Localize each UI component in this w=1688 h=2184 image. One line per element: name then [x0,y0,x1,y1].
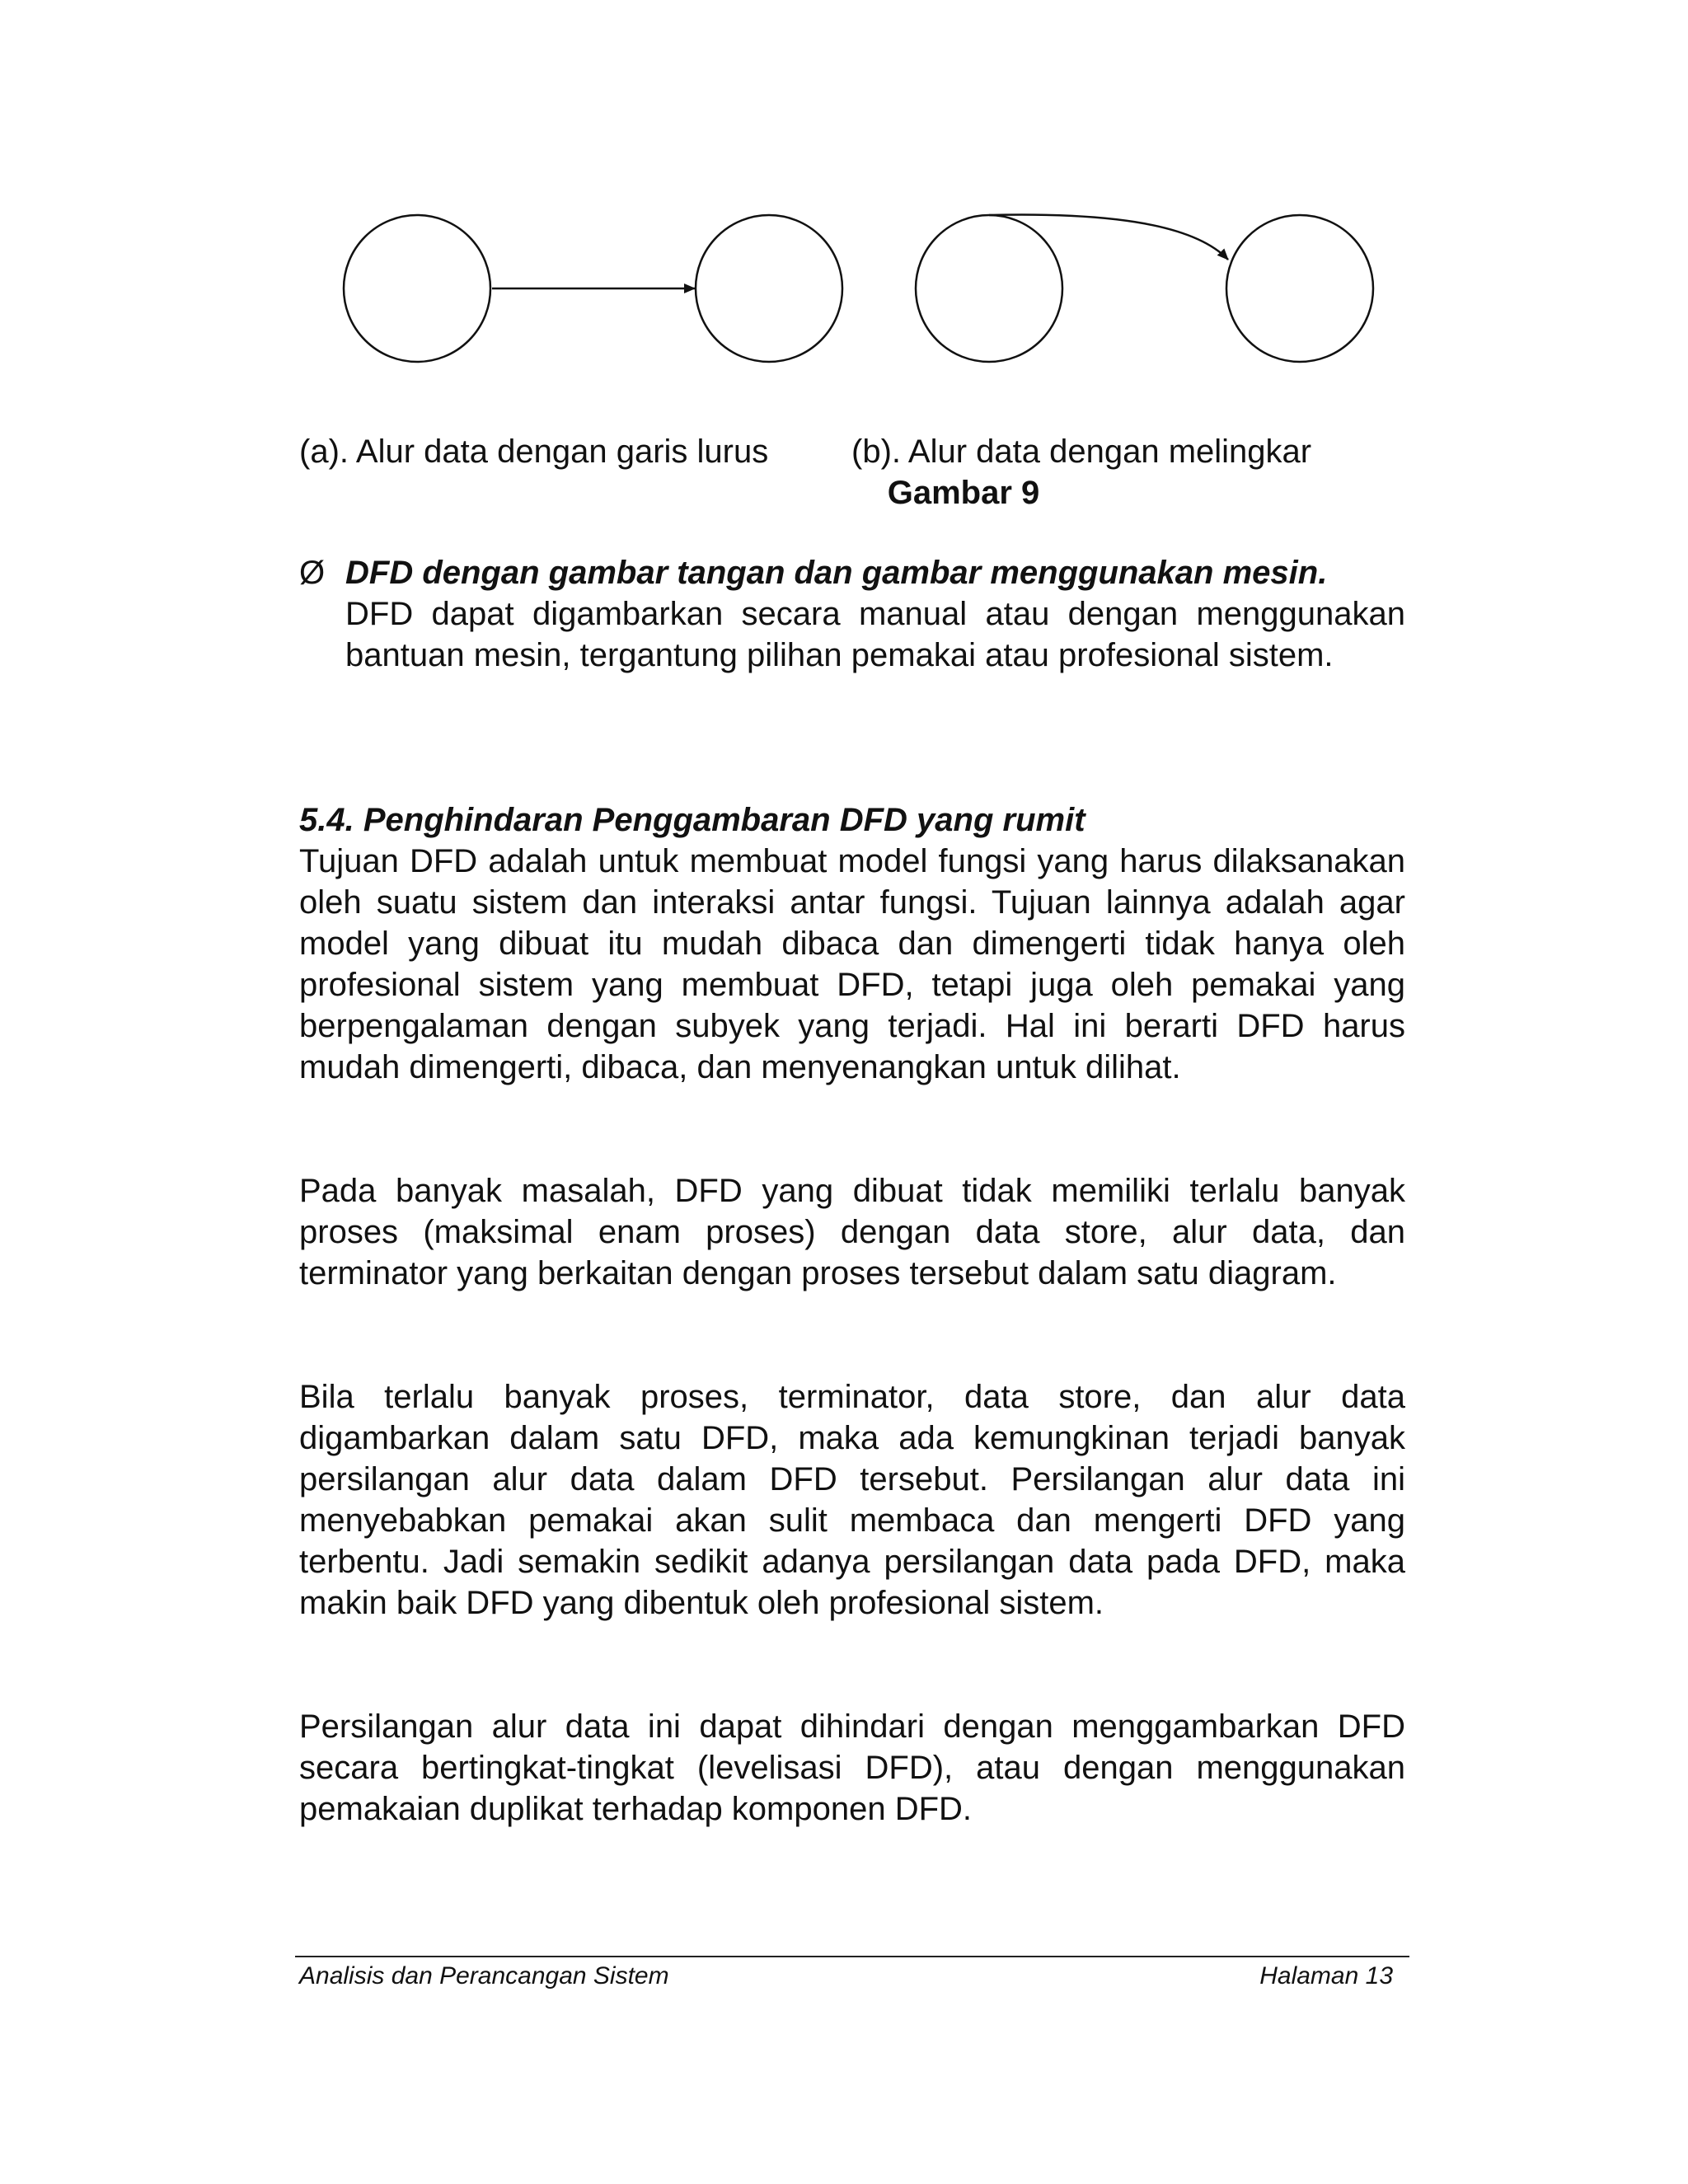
caption-b: (b). Alur data dengan melingkar [851,434,1312,470]
paragraph: Tujuan DFD adalah untuk membuat model fungsi yang harus dilaksanakan oleh suatu sistem dan interaksi antar fungsi. Tujuan lainnya adalah agar model yang dibuat itu mudah dibaca dan dimengerti tidak hanya oleh profesional sistem yang membuat DFD, tetapi juga oleh pemakai yang berpengalaman dengan subyek yang terjadi. Hal ini berarti DFD harus mudah dimengerti, dibaca, dan menyenangkan untuk dilihat. [299,843,1405,1085]
curved-data-flow-arrow [989,215,1228,260]
diagram-b-curved-flow [916,215,1373,362]
footer-document-title: Analisis dan Perancangan Sistem [299,1962,669,1990]
paragraph: Persilangan alur data ini dapat dihindari dengan menggambarkan DFD secara bertingkat-tingkat (levelisasi DFD), atau dengan menggunakan pemakaian duplikat terhadap komponen DFD. [299,1708,1405,1827]
bullet-title: DFD dengan gambar tangan dan gambar menggunakan mesin. [345,555,1328,591]
bullet-content [345,552,1405,676]
paragraph: Pada banyak masalah, DFD yang dibuat tidak memiliki terlalu banyak proses (maksimal enam proses) dengan data store, alur data, dan terminator yang berkaitan dengan proses tersebut dalam satu diagram. [299,1173,1405,1291]
figure-title: Gambar 9 [887,475,1040,511]
diagram-a-straight-flow [344,215,842,362]
process-circle-a1 [344,215,490,362]
footer-divider [295,1956,1409,1957]
footer-page-number: Halaman 13 [1259,1962,1393,1990]
figure-9-diagram [0,0,1688,429]
process-circle-b2 [1226,215,1373,362]
bullet-symbol: Ø [299,555,326,591]
process-circle-b1 [916,215,1062,362]
caption-a: (a). Alur data dengan garis lurus [299,434,769,470]
bullet-body: DFD dapat digambarkan secara manual atau dengan menggunakan bantuan mesin, tergantung pilihan pemakai atau profesional sistem. [345,596,1405,673]
section-heading: 5.4. Penghindaran Penggambaran DFD yang rumit [299,802,1085,838]
paragraph: Bila terlalu banyak proses, terminator, data store, dan alur data digambarkan dalam satu DFD, maka ada kemungkinan terjadi banyak persilangan alur data dalam DFD tersebut. Persilangan alur data ini menyebabkan pemakai akan sulit membaca dan mengerti DFD yang terbentu. Jadi semakin sedikit adanya persilangan data pada DFD, maka makin baik DFD yang dibentuk oleh profesional sistem. [299,1379,1405,1621]
process-circle-a2 [696,215,842,362]
